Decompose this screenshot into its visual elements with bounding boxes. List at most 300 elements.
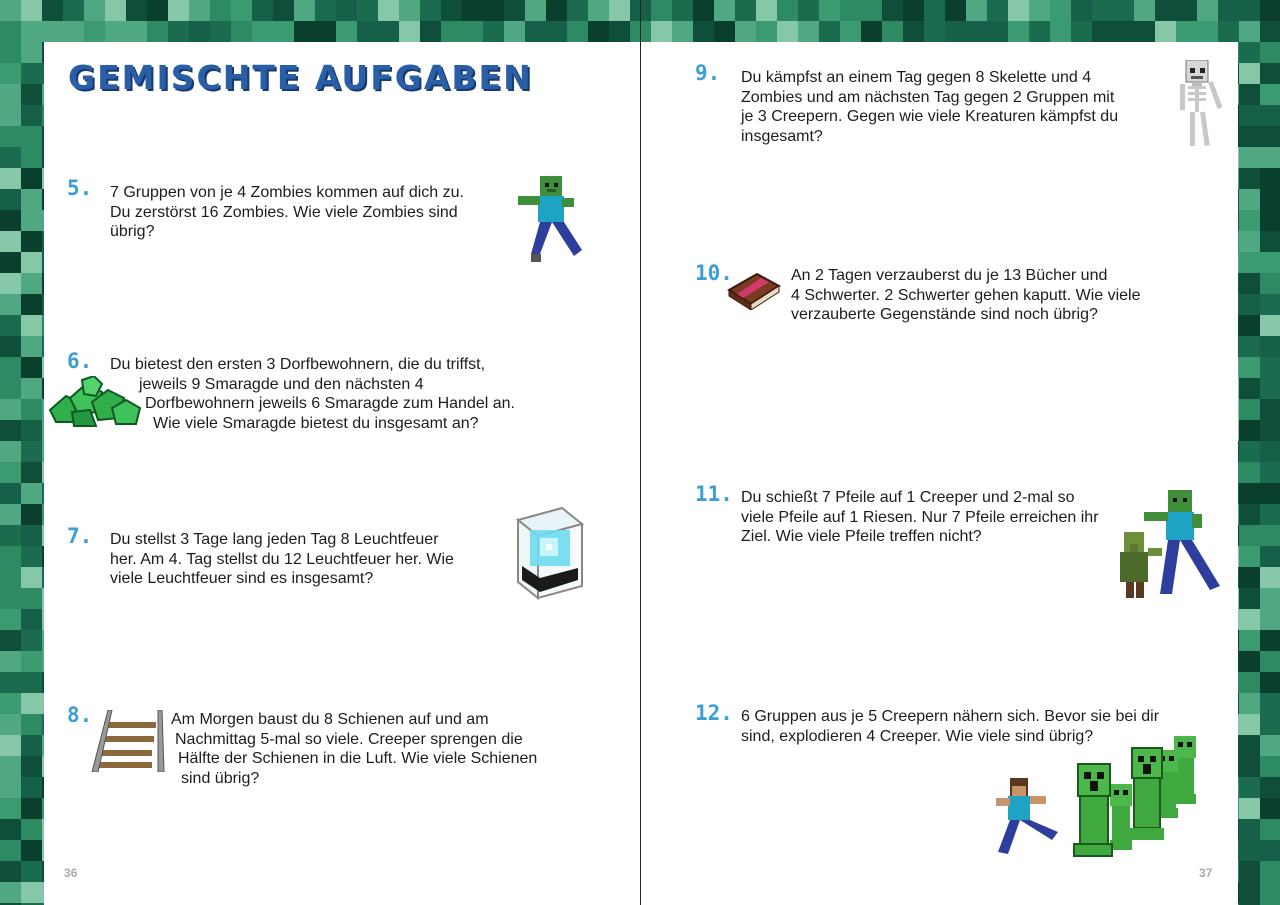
border-pixel [0, 462, 21, 483]
border-pixel [105, 21, 126, 42]
border-pixel [567, 0, 588, 21]
border-pixel [21, 126, 42, 147]
border-pixel [1239, 168, 1260, 189]
border-pixel [336, 0, 357, 21]
border-pixel [1239, 378, 1260, 399]
border-pixel [1239, 567, 1260, 588]
question-line: Du schießt 7 Pfeile auf 1 Creeper und 2-mal so [741, 489, 1075, 506]
border-pixel [21, 819, 42, 840]
border-pixel [21, 0, 42, 21]
border-pixel [357, 0, 378, 21]
border-pixel [0, 504, 21, 525]
question-line: jeweils 9 Smaragde und den nächsten 4 [139, 375, 424, 393]
border-pixel [21, 399, 42, 420]
question-12-number: 12. [695, 701, 733, 725]
border-pixel [21, 21, 42, 42]
border-pixel [1239, 441, 1260, 462]
border-pixel [0, 294, 21, 315]
border-pixel [1239, 672, 1260, 693]
border-pixel [1260, 147, 1280, 168]
border-pixel [504, 21, 525, 42]
border-pixel [609, 0, 630, 21]
border-pixel [1260, 357, 1280, 378]
border-pixel [1239, 504, 1260, 525]
border-pixel [21, 630, 42, 651]
border-pixel [1113, 21, 1134, 42]
border-pixel [987, 21, 1008, 42]
question-line: übrig? [110, 223, 155, 240]
border-pixel [756, 0, 777, 21]
border-pixel [21, 651, 42, 672]
border-pixel [1260, 21, 1280, 42]
emerald-pile-icon [46, 376, 142, 428]
border-pixel [0, 42, 21, 63]
border-pixel [1134, 21, 1155, 42]
border-pixel [0, 609, 21, 630]
border-pixel [126, 21, 147, 42]
border-pixel [861, 0, 882, 21]
border-pixel [0, 336, 21, 357]
border-pixel [21, 483, 42, 504]
border-pixel [21, 546, 42, 567]
border-pixel [1260, 462, 1280, 483]
border-pixel [21, 567, 42, 588]
border-pixel [1260, 735, 1280, 756]
border-pixel [1239, 525, 1260, 546]
border-pixel [525, 21, 546, 42]
border-pixel [1218, 21, 1239, 42]
question-line: sind, explodieren 4 Creeper. Wie viele sind übrig? [741, 727, 1094, 745]
border-pixel [231, 0, 252, 21]
rail-track-icon [90, 710, 166, 772]
border-pixel [0, 189, 21, 210]
border-pixel [1239, 273, 1260, 294]
border-pixel [0, 147, 21, 168]
border-pixel [0, 63, 21, 84]
border-pixel [672, 21, 693, 42]
border-pixel [1239, 21, 1260, 42]
question-line: 4 Schwerter. 2 Schwerter gehen kaputt. Wie viele [791, 286, 1141, 304]
border-pixel [1239, 840, 1260, 861]
border-pixel [147, 0, 168, 21]
border-pixel [1260, 336, 1280, 357]
border-pixel [21, 168, 42, 189]
question-9-number: 9. [695, 61, 721, 85]
zombie-icon [518, 176, 588, 266]
border-pixel [21, 189, 42, 210]
border-pixel [0, 546, 21, 567]
border-pixel [609, 21, 630, 42]
border-pixel [462, 21, 483, 42]
border-pixel [0, 210, 21, 231]
border-pixel [567, 21, 588, 42]
border-pixel [1260, 588, 1280, 609]
question-9-text [741, 68, 1118, 146]
border-pixel [0, 84, 21, 105]
border-pixel [1260, 42, 1280, 63]
border-pixel [651, 21, 672, 42]
border-pixel [882, 21, 903, 42]
border-pixel [0, 357, 21, 378]
question-11-text [741, 488, 1099, 547]
question-line: sind übrig? [181, 769, 260, 787]
border-pixel [1092, 0, 1113, 21]
border-pixel [0, 777, 21, 798]
border-pixel [1260, 525, 1280, 546]
border-pixel [1260, 483, 1280, 504]
border-pixel [126, 0, 147, 21]
border-pixel [1239, 609, 1260, 630]
enchanted-book-icon [727, 268, 781, 310]
question-line: her. Am 4. Tag stellst du 12 Leuchtfeuer her. Wie [110, 550, 454, 568]
question-7-number: 7. [67, 524, 93, 548]
border-pixel [1239, 756, 1260, 777]
border-pixel [1029, 0, 1050, 21]
question-line: verzauberte Gegenstände sind noch übrig? [791, 306, 1098, 323]
border-pixel [0, 630, 21, 651]
border-pixel [1071, 21, 1092, 42]
border-pixel [1155, 21, 1176, 42]
border-pixel [273, 0, 294, 21]
border-pixel [21, 840, 42, 861]
border-pixel [1239, 126, 1260, 147]
border-pixel [1239, 63, 1260, 84]
border-pixel [357, 21, 378, 42]
border-pixel [420, 0, 441, 21]
border-pixel [21, 672, 42, 693]
border-pixel [819, 21, 840, 42]
border-pixel [735, 21, 756, 42]
border-pixel [1239, 84, 1260, 105]
border-pixel [21, 714, 42, 735]
border-pixel [0, 567, 21, 588]
skeleton-icon [1176, 60, 1228, 148]
border-pixel [1260, 819, 1280, 840]
border-pixel [273, 21, 294, 42]
border-pixel [1260, 84, 1280, 105]
border-pixel [147, 21, 168, 42]
border-pixel [735, 0, 756, 21]
border-pixel [714, 0, 735, 21]
border-pixel [21, 210, 42, 231]
border-pixel [1050, 0, 1071, 21]
border-pixel [0, 273, 21, 294]
border-pixel [546, 21, 567, 42]
border-pixel [588, 0, 609, 21]
border-pixel [0, 441, 21, 462]
question-line: An 2 Tagen verzauberst du je 13 Bücher und [791, 267, 1108, 284]
border-pixel [1239, 399, 1260, 420]
border-pixel [21, 84, 42, 105]
border-pixel [861, 21, 882, 42]
border-pixel [1260, 168, 1280, 189]
question-5-number: 5. [67, 176, 93, 200]
question-line: Hälfte der Schienen in die Luft. Wie viele Schienen [178, 750, 538, 767]
beacon-icon [506, 506, 586, 602]
border-pixel [21, 441, 42, 462]
border-pixel [1260, 609, 1280, 630]
border-pixel [1260, 546, 1280, 567]
border-pixel [0, 672, 21, 693]
question-line: viele Leuchtfeuer sind es insgesamt? [110, 570, 374, 587]
border-pixel [84, 0, 105, 21]
question-line: Ziel. Wie viele Pfeile treffen nicht? [741, 528, 982, 545]
border-pixel [1239, 882, 1260, 903]
border-pixel [1239, 777, 1260, 798]
border-pixel [252, 21, 273, 42]
border-pixel [819, 0, 840, 21]
question-line: Du kämpfst an einem Tag gegen 8 Skelette und 4 [741, 69, 1092, 86]
border-pixel [924, 21, 945, 42]
border-pixel [1239, 231, 1260, 252]
question-line: Am Morgen baust du 8 Schienen auf und am [171, 711, 489, 728]
border-pixel [1239, 546, 1260, 567]
border-pixel [714, 21, 735, 42]
border-pixel [1197, 0, 1218, 21]
border-pixel [1008, 21, 1029, 42]
border-pixel [1239, 819, 1260, 840]
border-pixel [168, 0, 189, 21]
border-pixel [1260, 63, 1280, 84]
border-pixel [1239, 105, 1260, 126]
border-pixel [0, 252, 21, 273]
border-pixel [1239, 147, 1260, 168]
border-pixel [0, 588, 21, 609]
border-pixel [1260, 315, 1280, 336]
question-line: Du bietest den ersten 3 Dorfbewohnern, die du triffst, [110, 356, 486, 373]
border-pixel [21, 294, 42, 315]
border-pixel [903, 21, 924, 42]
border-pixel [0, 0, 21, 21]
border-pixel [210, 0, 231, 21]
border-pixel [777, 21, 798, 42]
border-pixel [0, 798, 21, 819]
border-pixel [840, 0, 861, 21]
border-pixel [504, 0, 525, 21]
border-pixel [315, 0, 336, 21]
border-pixel [21, 273, 42, 294]
border-pixel [0, 651, 21, 672]
border-pixel [840, 21, 861, 42]
question-line: Nachmittag 5-mal so viele. Creeper sprengen die [175, 730, 523, 748]
border-pixel [672, 0, 693, 21]
border-pixel [1239, 315, 1260, 336]
border-pixel [0, 21, 21, 42]
border-pixel [1260, 294, 1280, 315]
question-line: Wie viele Smaragde bietest du insgesamt an? [153, 414, 479, 432]
border-pixel [1260, 882, 1280, 903]
border-pixel [1239, 693, 1260, 714]
book-spine [640, 0, 641, 905]
page-title: GEMISCHTE AUFGABEN [68, 58, 533, 97]
steve-creepers-icon [994, 736, 1212, 860]
border-pixel [1239, 336, 1260, 357]
border-pixel [105, 0, 126, 21]
border-pixel [21, 882, 42, 903]
border-pixel [798, 21, 819, 42]
question-7-text [110, 530, 454, 589]
border-pixel [1008, 0, 1029, 21]
border-pixel [63, 21, 84, 42]
border-pixel [1260, 630, 1280, 651]
page-number-left: 36 [64, 866, 78, 880]
question-line: viele Pfeile auf 1 Riesen. Nur 7 Pfeile erreichen ihr [741, 508, 1099, 526]
border-pixel [1239, 462, 1260, 483]
border-pixel [0, 483, 21, 504]
border-pixel [336, 21, 357, 42]
border-pixel [21, 378, 42, 399]
border-pixel [924, 0, 945, 21]
question-line: 6 Gruppen aus je 5 Creepern nähern sich. Bevor sie bei dir [741, 708, 1160, 725]
border-pixel [21, 357, 42, 378]
question-line: Zombies und am nächsten Tag gegen 2 Gruppen mit [741, 88, 1115, 106]
border-pixel [693, 0, 714, 21]
border-pixel [1239, 630, 1260, 651]
border-pixel [0, 315, 21, 336]
border-pixel [1239, 483, 1260, 504]
border-pixel [231, 21, 252, 42]
border-pixel [1239, 798, 1260, 819]
border-pixel [1155, 0, 1176, 21]
border-pixel [1260, 0, 1280, 21]
zombie-villager-icon [1116, 490, 1226, 602]
border-pixel [21, 336, 42, 357]
border-pixel [420, 21, 441, 42]
border-pixel [588, 21, 609, 42]
border-pixel [21, 462, 42, 483]
border-pixel [21, 735, 42, 756]
border-pixel [378, 21, 399, 42]
page-number-right: 37 [1199, 866, 1213, 880]
border-pixel [1218, 0, 1239, 21]
border-pixel [0, 714, 21, 735]
border-pixel [189, 0, 210, 21]
border-pixel [0, 126, 21, 147]
border-pixel [1260, 378, 1280, 399]
border-pixel [1176, 0, 1197, 21]
border-pixel [1260, 777, 1280, 798]
border-pixel [1260, 567, 1280, 588]
question-line: Du zerstörst 16 Zombies. Wie viele Zombies sind [110, 203, 458, 221]
question-11-number: 11. [695, 482, 733, 506]
border-pixel [21, 861, 42, 882]
question-line: Dorfbewohnern jeweils 6 Smaragde zum Handel an. [145, 395, 515, 412]
border-pixel [1260, 861, 1280, 882]
border-pixel [0, 693, 21, 714]
border-pixel [0, 399, 21, 420]
border-pixel [0, 420, 21, 441]
border-pixel [1239, 420, 1260, 441]
border-pixel [210, 21, 231, 42]
border-pixel [462, 0, 483, 21]
border-pixel [42, 21, 63, 42]
border-pixel [1260, 420, 1280, 441]
border-pixel [84, 21, 105, 42]
border-pixel [1239, 294, 1260, 315]
border-pixel [1260, 189, 1280, 210]
border-pixel [441, 0, 462, 21]
border-pixel [1260, 210, 1280, 231]
border-pixel [21, 63, 42, 84]
border-pixel [0, 882, 21, 903]
border-pixel [0, 840, 21, 861]
border-pixel [0, 861, 21, 882]
border-pixel [483, 0, 504, 21]
border-pixel [1260, 252, 1280, 273]
border-pixel [21, 420, 42, 441]
border-pixel [168, 21, 189, 42]
border-pixel [1260, 231, 1280, 252]
border-pixel [1239, 714, 1260, 735]
border-pixel [1260, 399, 1280, 420]
border-pixel [1239, 189, 1260, 210]
border-pixel [483, 21, 504, 42]
border-pixel [966, 21, 987, 42]
question-10-number: 10. [695, 261, 733, 285]
question-6-text [110, 355, 515, 433]
question-line: 7 Gruppen von je 4 Zombies kommen auf dich zu. [110, 184, 464, 201]
border-pixel [1071, 0, 1092, 21]
border-pixel [1239, 651, 1260, 672]
border-pixel [651, 0, 672, 21]
border-pixel [0, 525, 21, 546]
border-pixel [1260, 840, 1280, 861]
border-pixel [945, 0, 966, 21]
border-pixel [546, 0, 567, 21]
border-pixel [1134, 0, 1155, 21]
border-pixel [0, 735, 21, 756]
border-pixel [1260, 441, 1280, 462]
question-10-text [791, 266, 1141, 325]
border-pixel [21, 609, 42, 630]
border-pixel [21, 231, 42, 252]
question-8-text [171, 710, 537, 788]
border-pixel [1239, 588, 1260, 609]
border-pixel [21, 525, 42, 546]
border-pixel [1050, 21, 1071, 42]
border-pixel [63, 0, 84, 21]
question-8-number: 8. [67, 703, 93, 727]
border-pixel [21, 504, 42, 525]
border-pixel [21, 756, 42, 777]
border-pixel [1260, 672, 1280, 693]
border-pixel [21, 315, 42, 336]
border-pixel [21, 798, 42, 819]
question-line: je 3 Creepern. Gegen wie viele Kreaturen kämpfst du [741, 108, 1119, 125]
border-pixel [21, 693, 42, 714]
question-line: insgesamt? [741, 127, 823, 145]
border-pixel [1029, 21, 1050, 42]
border-pixel [0, 756, 21, 777]
border-pixel [798, 0, 819, 21]
border-pixel [1260, 504, 1280, 525]
border-pixel [21, 588, 42, 609]
border-pixel [756, 21, 777, 42]
border-pixel [294, 21, 315, 42]
border-pixel [1260, 798, 1280, 819]
border-pixel [1239, 861, 1260, 882]
border-pixel [1239, 735, 1260, 756]
border-pixel [1239, 357, 1260, 378]
border-pixel [1113, 0, 1134, 21]
border-pixel [0, 105, 21, 126]
border-pixel [525, 0, 546, 21]
border-pixel [1260, 126, 1280, 147]
border-pixel [21, 252, 42, 273]
question-line: Du stellst 3 Tage lang jeden Tag 8 Leuchtfeuer [110, 531, 439, 548]
border-pixel [1260, 714, 1280, 735]
border-pixel [1260, 651, 1280, 672]
